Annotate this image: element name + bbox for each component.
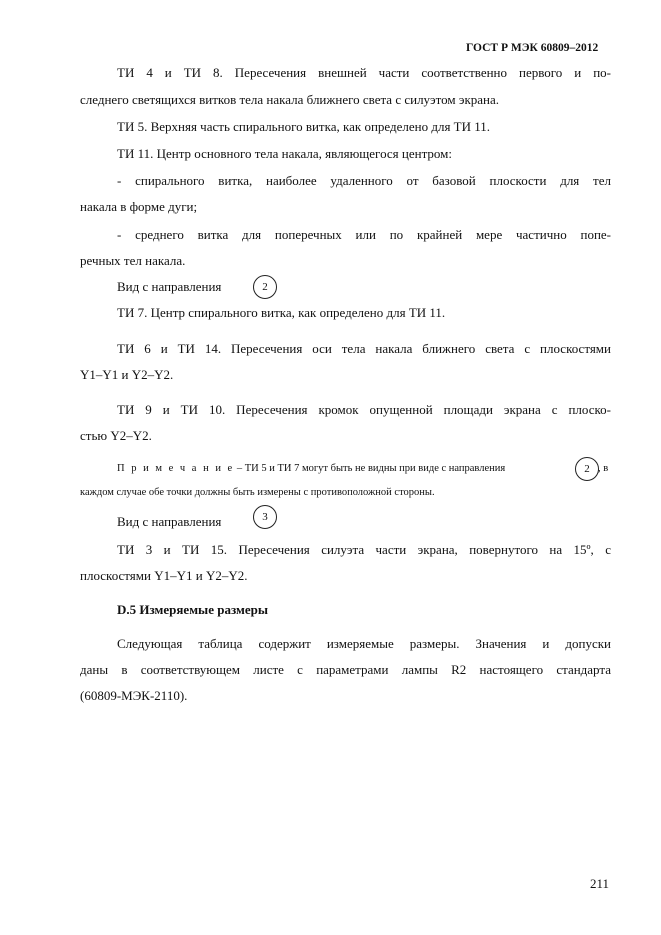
running-header: ГОСТ Р МЭК 60809–2012: [466, 42, 599, 54]
paragraph-table-intro-line1: Следующая таблица содержит измеряемые размеры. Значения и допуски: [117, 636, 611, 651]
bullet-1-line1: - спирального витка, наиболее удаленного от базовой плоскости для тел: [117, 173, 611, 188]
note-label: П р и м е ч а н и е: [117, 463, 235, 474]
note-text: – ТИ 5 и ТИ 7 могут быть не видны при виде с направления: [234, 463, 506, 474]
bullet-2-line2: речных тел накала.: [80, 253, 186, 268]
bullet-1-line2: накала в форме дуги;: [80, 199, 198, 214]
paragraph-ti6-ti14-line1: ТИ 6 и ТИ 14. Пересечения оси тела накала ближнего света с плоскостями: [117, 341, 611, 356]
direction-3-circle: 3: [253, 505, 277, 529]
paragraph-ti7: ТИ 7. Центр спирального витка, как определено для ТИ 11.: [117, 305, 446, 320]
paragraph-ti3-ti15-line1: ТИ 3 и ТИ 15. Пересечения силуэта части экрана, повернутого на 15º, с: [117, 542, 611, 557]
note-direction-2-circle: 2: [575, 457, 599, 481]
section-heading: D.5 Измеряемые размеры: [117, 602, 268, 617]
paragraph-ti4-ti8-line1: ТИ 4 и ТИ 8. Пересечения внешней части соответственно первого и по-: [117, 65, 611, 80]
bullet-2-line1: - среднего витка для поперечных или по крайней мере частично попе-: [117, 227, 611, 242]
paragraph-ti11: ТИ 11. Центр основного тела накала, являющегося центром:: [117, 146, 453, 161]
note-line2: каждом случае обе точки должны быть измерены с противоположной стороны.: [80, 487, 435, 498]
note-line1: [117, 461, 505, 477]
paragraph-table-intro-line2: даны в соответствующем листе с параметрами лампы R2 настоящего стандарта: [80, 662, 611, 677]
paragraph-ti6-ti14-line2: Y1–Y1 и Y2–Y2.: [80, 367, 174, 382]
paragraph-ti4-ti8-line2: следнего светящихся витков тела накала ближнего света с силуэтом экрана.: [80, 92, 500, 107]
paragraph-ti9-ti10-line2: стью Y2–Y2.: [80, 428, 152, 443]
paragraph-ti3-ti15-line2: плоскостями Y1–Y1 и Y2–Y2.: [80, 568, 248, 583]
direction-2-circle: 2: [253, 275, 277, 299]
page-number: 211: [590, 876, 610, 891]
paragraph-ti5: ТИ 5. Верхняя часть спирального витка, как определено для ТИ 11.: [117, 119, 491, 134]
view-direction-3-label: Вид с направления: [117, 514, 222, 529]
note-tail: , в: [598, 463, 609, 474]
paragraph-table-intro-line3: (60809-МЭК-2110).: [80, 688, 188, 703]
view-direction-2-label: Вид с направления: [117, 279, 222, 294]
paragraph-ti9-ti10-line1: ТИ 9 и ТИ 10. Пересечения кромок опущенной площади экрана с плоско-: [117, 402, 611, 417]
